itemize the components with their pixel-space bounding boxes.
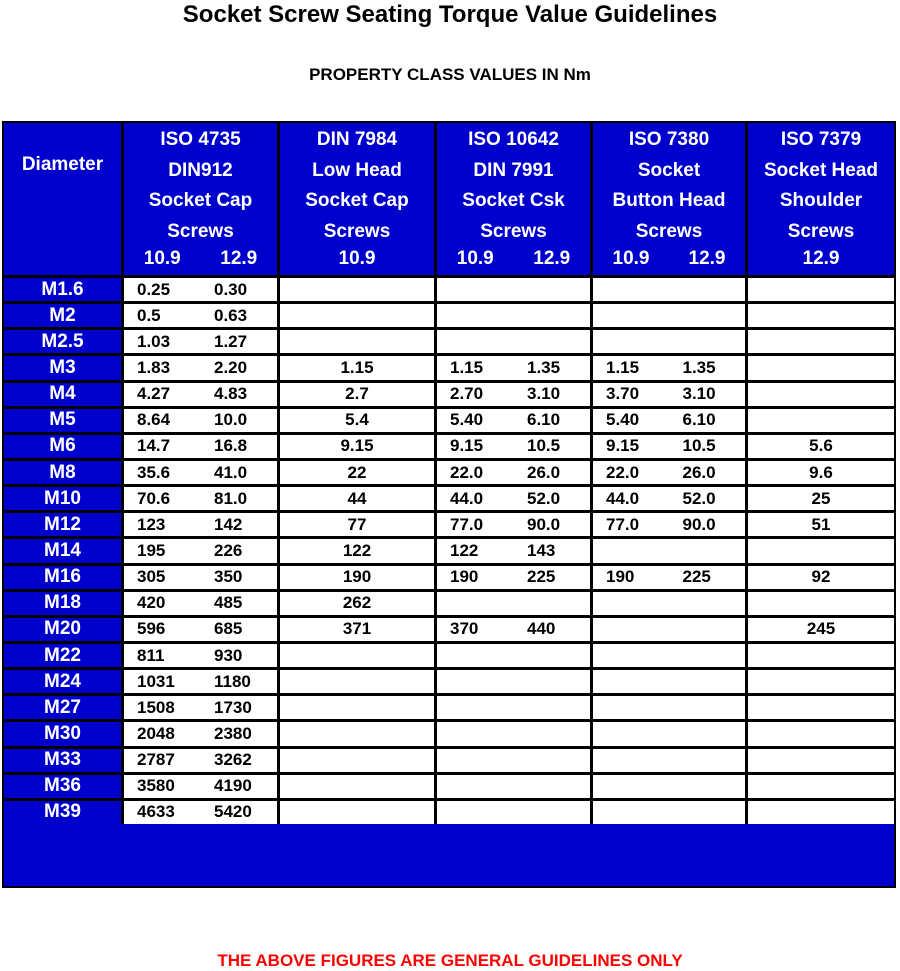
torque-value: 1.15 [450, 357, 484, 377]
value-cell-iso7380 [590, 563, 745, 589]
diameter-cell: M33 [4, 746, 121, 772]
group-header-iso7379 [745, 123, 894, 275]
torque-value: 4.27 [137, 384, 171, 404]
torque-value: 0.63 [214, 305, 248, 325]
value-cell-iso4735 [121, 275, 277, 301]
torque-value: 90.0 [527, 514, 561, 534]
torque-value: 10.0 [214, 410, 248, 430]
torque-value: 0.30 [214, 279, 248, 299]
group-header-line: ISO 7380 [628, 129, 710, 150]
torque-value: 3.10 [527, 384, 561, 404]
value-cell-iso7379 [745, 641, 894, 667]
group-header-line: Socket [637, 159, 701, 181]
group-header-line: Socket Csk [462, 190, 565, 211]
table-row [4, 327, 894, 353]
table-row [4, 615, 894, 641]
diameter-cell: M39 [4, 798, 121, 824]
torque-value: 930 [214, 645, 243, 665]
torque-table [4, 123, 894, 824]
diameter-cell: M22 [4, 641, 121, 667]
group-header-line: Screws [167, 220, 234, 242]
table-row [4, 484, 894, 510]
torque-value: 16.8 [214, 436, 248, 456]
torque-value: 52.0 [682, 488, 716, 508]
torque-value: 51 [811, 514, 831, 534]
torque-value: 262 [342, 593, 372, 613]
torque-value: 225 [527, 567, 556, 587]
torque-value: 1.27 [214, 331, 248, 351]
torque-value: 70.6 [137, 488, 171, 508]
torque-value: 225 [682, 567, 711, 587]
torque-value: 22 [347, 462, 367, 482]
torque-value: 485 [214, 593, 243, 613]
table-row [4, 693, 894, 719]
value-cell-iso7380 [590, 772, 745, 798]
value-cell-iso4735 [121, 563, 277, 589]
table-body [4, 275, 894, 824]
value-cell-iso10642 [434, 536, 590, 562]
value-cell-din7984 [277, 301, 434, 327]
table-row [4, 275, 894, 301]
property-class-label: 12.9 [533, 248, 571, 269]
torque-value: 22.0 [450, 462, 484, 482]
torque-value: 77.0 [450, 514, 484, 534]
value-cell-iso7380 [590, 275, 745, 301]
value-cell-iso7379 [745, 327, 894, 353]
value-cell-iso4735 [121, 458, 277, 484]
group-header-line: Screws [787, 220, 855, 242]
torque-value: 90.0 [682, 514, 716, 534]
group-header-line: Socket Cap [148, 190, 253, 211]
value-cell-iso7379 [745, 275, 894, 301]
value-cell-iso7380 [590, 301, 745, 327]
value-cell-iso10642 [434, 510, 590, 536]
group-header-line: Shoulder [779, 190, 863, 211]
value-cell-din7984 [277, 563, 434, 589]
value-cell-iso10642 [434, 693, 590, 719]
diameter-cell: M4 [4, 380, 121, 406]
property-class-label: 10.9 [143, 248, 181, 269]
diameter-cell: M2 [4, 301, 121, 327]
value-cell-iso10642 [434, 327, 590, 353]
torque-value: 10.5 [527, 436, 561, 456]
value-cell-iso10642 [434, 484, 590, 510]
torque-value: 26.0 [682, 462, 716, 482]
torque-value: 92 [811, 567, 831, 587]
disclaimer-note: THE ABOVE FIGURES ARE GENERAL GUIDELINES ONLY [217, 951, 683, 970]
torque-value: 350 [214, 567, 243, 587]
torque-value: 1180 [214, 671, 251, 691]
value-cell-din7984 [277, 275, 434, 301]
value-cell-iso10642 [434, 772, 590, 798]
value-cell-iso4735 [121, 772, 277, 798]
torque-value: 190 [450, 567, 479, 587]
value-cell-iso10642 [434, 746, 590, 772]
value-cell-iso10642 [434, 641, 590, 667]
value-cell-din7984 [277, 589, 434, 615]
table-header-row [4, 123, 894, 275]
value-cell-din7984 [277, 327, 434, 353]
torque-value: 4633 [137, 802, 175, 822]
value-cell-din7984 [277, 719, 434, 745]
torque-value: 0.5 [137, 305, 161, 325]
table-row [4, 406, 894, 432]
table-row [4, 510, 894, 536]
property-class-label: 10.9 [612, 248, 650, 269]
torque-value: 1508 [137, 697, 175, 717]
table-row [4, 719, 894, 745]
torque-value: 195 [137, 540, 166, 560]
torque-value: 77.0 [606, 514, 640, 534]
group-header-line: Button Head [612, 190, 726, 211]
group-header-line: ISO 7379 [780, 129, 862, 150]
torque-value: 226 [214, 540, 243, 560]
torque-value: 3262 [214, 750, 252, 770]
torque-value: 35.6 [137, 462, 171, 482]
torque-value: 5.6 [809, 436, 833, 456]
torque-value: 2380 [214, 723, 252, 743]
value-cell-iso7379 [745, 380, 894, 406]
value-cell-din7984 [277, 484, 434, 510]
torque-value: 44.0 [450, 488, 484, 508]
value-cell-iso7380 [590, 327, 745, 353]
diameter-cell: M18 [4, 589, 121, 615]
value-cell-iso4735 [121, 719, 277, 745]
value-cell-iso7379 [745, 510, 894, 536]
torque-value: 1031 [137, 671, 175, 691]
torque-value: 77 [347, 514, 367, 534]
value-cell-iso4735 [121, 615, 277, 641]
value-cell-iso10642 [434, 719, 590, 745]
value-cell-iso7380 [590, 510, 745, 536]
value-cell-iso4735 [121, 406, 277, 432]
value-cell-iso4735 [121, 693, 277, 719]
torque-value: 25 [811, 488, 831, 508]
group-header-line: ISO 4735 [160, 129, 241, 150]
value-cell-iso4735 [121, 432, 277, 458]
value-cell-din7984 [277, 693, 434, 719]
torque-value: 3.10 [682, 384, 716, 404]
torque-value: 371 [342, 619, 372, 639]
value-cell-din7984 [277, 510, 434, 536]
value-cell-iso7379 [745, 719, 894, 745]
table-row [4, 380, 894, 406]
torque-value: 685 [214, 619, 243, 639]
value-cell-iso7380 [590, 746, 745, 772]
value-cell-iso4735 [121, 353, 277, 379]
diameter-cell: M1.6 [4, 275, 121, 301]
torque-value: 1.35 [527, 357, 561, 377]
value-cell-din7984 [277, 615, 434, 641]
diameter-cell: M6 [4, 432, 121, 458]
diameter-cell: M2.5 [4, 327, 121, 353]
value-cell-iso4735 [121, 798, 277, 824]
diameter-cell: M30 [4, 719, 121, 745]
table-row [4, 772, 894, 798]
diameter-cell: M36 [4, 772, 121, 798]
value-cell-iso4735 [121, 484, 277, 510]
torque-value: 2.7 [345, 384, 369, 404]
diameter-column-header: Diameter [21, 154, 104, 175]
torque-value: 44.0 [606, 488, 640, 508]
value-cell-iso10642 [434, 615, 590, 641]
value-cell-iso7380 [590, 458, 745, 484]
diameter-cell: M20 [4, 615, 121, 641]
torque-value: 2048 [137, 723, 175, 743]
torque-value: 370 [450, 619, 479, 639]
group-header-iso4735 [121, 123, 277, 275]
torque-value: 2787 [137, 750, 175, 770]
torque-value: 1.83 [137, 357, 171, 377]
table-row [4, 432, 894, 458]
value-cell-iso7379 [745, 353, 894, 379]
torque-table-container [2, 121, 896, 888]
value-cell-iso10642 [434, 432, 590, 458]
value-cell-iso10642 [434, 380, 590, 406]
page-subtitle: PROPERTY CLASS VALUES IN Nm [309, 65, 591, 84]
table-row [4, 589, 894, 615]
torque-value: 123 [137, 514, 166, 534]
value-cell-iso7379 [745, 693, 894, 719]
table-row [4, 667, 894, 693]
value-cell-iso4735 [121, 589, 277, 615]
value-cell-iso7380 [590, 667, 745, 693]
value-cell-iso7380 [590, 719, 745, 745]
diameter-cell: M16 [4, 563, 121, 589]
torque-value: 26.0 [527, 462, 561, 482]
torque-value: 1730 [214, 697, 252, 717]
torque-value: 9.15 [450, 436, 484, 456]
torque-value: 1.03 [137, 331, 171, 351]
value-cell-iso7379 [745, 615, 894, 641]
torque-value: 6.10 [527, 410, 561, 430]
value-cell-iso10642 [434, 589, 590, 615]
group-header-line: Socket Head [763, 159, 879, 181]
torque-value: 122 [450, 540, 479, 560]
value-cell-iso10642 [434, 563, 590, 589]
property-class-label: 10.9 [338, 248, 376, 269]
value-cell-iso4735 [121, 301, 277, 327]
group-header-line: Low Head [312, 159, 402, 181]
value-cell-iso7380 [590, 641, 745, 667]
diameter-cell: M27 [4, 693, 121, 719]
value-cell-iso10642 [434, 275, 590, 301]
value-cell-din7984 [277, 798, 434, 824]
value-cell-iso10642 [434, 458, 590, 484]
value-cell-iso10642 [434, 667, 590, 693]
torque-value: 52.0 [527, 488, 561, 508]
value-cell-iso4735 [121, 380, 277, 406]
value-cell-din7984 [277, 746, 434, 772]
diameter-cell: M3 [4, 353, 121, 379]
diameter-cell: M8 [4, 458, 121, 484]
torque-value: 0.25 [137, 279, 171, 299]
value-cell-din7984 [277, 353, 434, 379]
torque-value: 5.40 [606, 410, 640, 430]
value-cell-iso7380 [590, 536, 745, 562]
torque-value: 1.15 [340, 357, 374, 377]
torque-value: 1.15 [606, 357, 640, 377]
table-row [4, 563, 894, 589]
value-cell-din7984 [277, 380, 434, 406]
value-cell-iso4735 [121, 746, 277, 772]
torque-value: 811 [137, 645, 165, 665]
torque-value: 5.40 [450, 410, 484, 430]
table-row [4, 641, 894, 667]
torque-value: 440 [527, 619, 556, 639]
property-class-label: 12.9 [802, 248, 840, 269]
torque-value: 2.70 [450, 384, 484, 404]
diameter-cell: M24 [4, 667, 121, 693]
torque-value: 14.7 [137, 436, 171, 456]
torque-value: 4190 [214, 776, 252, 796]
torque-value: 190 [342, 567, 372, 587]
value-cell-iso7380 [590, 693, 745, 719]
value-cell-din7984 [277, 432, 434, 458]
group-header-iso7380 [590, 123, 745, 275]
value-cell-iso7380 [590, 406, 745, 432]
group-header-line: DIN 7984 [316, 129, 398, 150]
torque-value: 5.4 [345, 410, 369, 430]
value-cell-iso10642 [434, 353, 590, 379]
property-class-label: 10.9 [456, 248, 494, 269]
value-cell-iso4735 [121, 641, 277, 667]
torque-value: 2.20 [214, 357, 248, 377]
torque-value: 142 [214, 514, 243, 534]
torque-value: 1.35 [682, 357, 716, 377]
group-header-line: Screws [635, 220, 703, 242]
torque-value: 10.5 [682, 436, 716, 456]
torque-value: 4.83 [214, 384, 248, 404]
group-header-line: Screws [323, 220, 391, 242]
value-cell-iso7379 [745, 798, 894, 824]
value-cell-din7984 [277, 536, 434, 562]
diameter-cell: M5 [4, 406, 121, 432]
value-cell-iso7379 [745, 589, 894, 615]
torque-value: 6.10 [682, 410, 716, 430]
torque-value: 420 [137, 593, 166, 613]
value-cell-iso7379 [745, 484, 894, 510]
value-cell-iso4735 [121, 536, 277, 562]
value-cell-iso7380 [590, 353, 745, 379]
diameter-cell: M12 [4, 510, 121, 536]
table-row [4, 458, 894, 484]
property-class-label: 12.9 [220, 248, 258, 269]
value-cell-iso7379 [745, 667, 894, 693]
value-cell-din7984 [277, 641, 434, 667]
group-header-line: Screws [480, 220, 547, 242]
value-cell-iso7380 [590, 484, 745, 510]
value-cell-din7984 [277, 667, 434, 693]
torque-value: 9.15 [606, 436, 640, 456]
table-row [4, 353, 894, 379]
value-cell-iso7380 [590, 380, 745, 406]
torque-value: 41.0 [214, 462, 248, 482]
torque-value: 9.15 [340, 436, 374, 456]
torque-value: 596 [137, 619, 166, 639]
group-header-iso10642 [434, 123, 590, 275]
value-cell-din7984 [277, 406, 434, 432]
value-cell-iso7379 [745, 458, 894, 484]
value-cell-iso7380 [590, 798, 745, 824]
table-row [4, 536, 894, 562]
value-cell-iso7379 [745, 432, 894, 458]
value-cell-din7984 [277, 458, 434, 484]
value-cell-iso7380 [590, 589, 745, 615]
torque-value: 9.6 [809, 462, 833, 482]
table-row [4, 746, 894, 772]
value-cell-iso4735 [121, 327, 277, 353]
value-cell-iso7379 [745, 772, 894, 798]
diameter-cell: M10 [4, 484, 121, 510]
value-cell-iso10642 [434, 406, 590, 432]
torque-value: 143 [527, 540, 556, 560]
torque-value: 245 [806, 619, 836, 639]
torque-value: 22.0 [606, 462, 640, 482]
torque-value: 3580 [137, 776, 175, 796]
value-cell-iso7380 [590, 615, 745, 641]
value-cell-iso7380 [590, 432, 745, 458]
torque-value: 81.0 [214, 488, 248, 508]
value-cell-din7984 [277, 772, 434, 798]
torque-value: 5420 [214, 802, 252, 822]
value-cell-iso4735 [121, 510, 277, 536]
torque-value: 122 [342, 540, 372, 560]
value-cell-iso7379 [745, 746, 894, 772]
value-cell-iso7379 [745, 406, 894, 432]
property-class-label: 12.9 [688, 248, 726, 269]
torque-value: 8.64 [137, 410, 171, 430]
value-cell-iso10642 [434, 301, 590, 327]
value-cell-iso4735 [121, 667, 277, 693]
torque-value: 44 [347, 488, 367, 508]
group-header-line: DIN912 [168, 159, 233, 181]
torque-value: 3.70 [606, 384, 640, 404]
group-header-line: ISO 10642 [468, 129, 559, 150]
table-row [4, 798, 894, 824]
torque-value: 305 [137, 567, 166, 587]
group-header-line: Socket Cap [305, 190, 409, 211]
table-row [4, 301, 894, 327]
group-header-din7984 [277, 123, 434, 275]
diameter-cell: M14 [4, 536, 121, 562]
page-title: Socket Screw Seating Torque Value Guidelines [182, 1, 718, 28]
value-cell-iso7379 [745, 301, 894, 327]
value-cell-iso10642 [434, 798, 590, 824]
value-cell-iso7379 [745, 563, 894, 589]
torque-value: 190 [606, 567, 635, 587]
value-cell-iso7379 [745, 536, 894, 562]
group-header-line: DIN 7991 [473, 159, 554, 181]
